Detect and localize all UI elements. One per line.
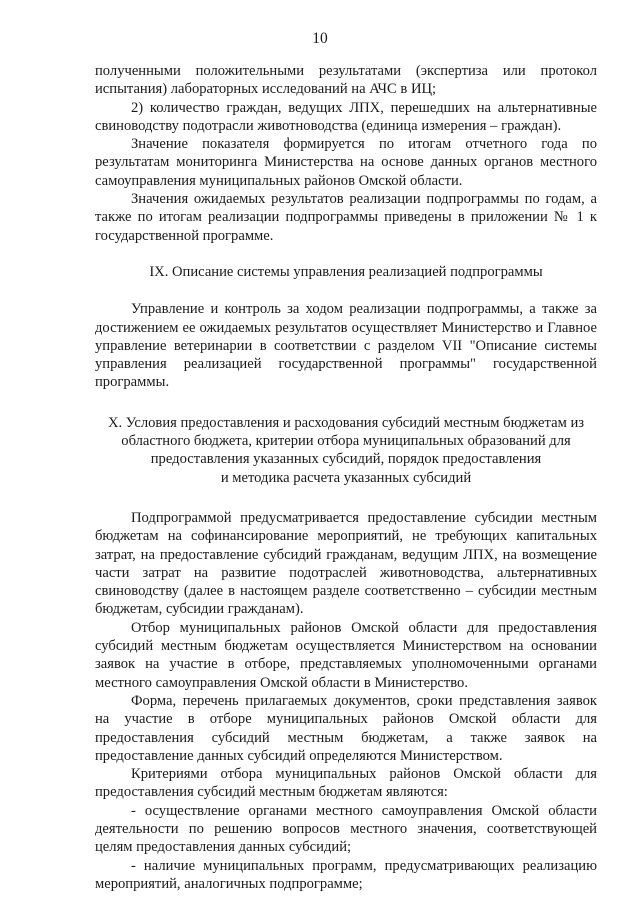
paragraph-continuation: полученными положительными результатами (экспертиза или протокол испытания) лабораторных исследований на АЧС в ИЦ; [95,63,597,98]
paragraph-indicator-value: Значение показателя формируется по итогам отчетного года по результатам мониторинга Министерства на основе данных органов местного самоуправления муниципальных районов Омской области. [95,136,597,189]
section-10-heading-line: областного бюджета, критерии отбора муниципальных образований для [121,433,571,450]
paragraph-expected-results: Значения ожидаемых результатов реализации подпрограммы по годам, а также по итогам реализации подпрограммы приведены в приложении № 1 к государственной программе. [95,191,597,244]
section-10-paragraph-forms: Форма, перечень прилагаемых документов, сроки представления заявок на участие в отборе муниципальных районов Омской области для предоставления субсидий местным бюджетам, а также заявок на предоставление данных субсидий определяются Министерством. [95,692,597,764]
section-10-heading-line: X. Условия предоставления и расходования субсидий местным бюджетам из [107,414,585,431]
section-10-heading-line: предоставления указанных субсидий, порядок предоставления [150,451,542,468]
page-number: 10 [312,30,328,47]
section-10-heading [95,414,597,487]
section-10-criterion-item: - осуществление органами местного самоуправления Омской области деятельности по решению вопросов местного значения, соответствующей целям предоставления данных субсидий; [95,802,597,856]
section-10-paragraph-subsidies: Подпрограммой предусматривается предоставление субсидии местным бюджетам на софинансирование мероприятий, не требующих капитальных затрат, на предоставление субсидий гражданам, ведущим ЛПХ, на возмещение части затрат на развитие подотраслей животноводства, альтернативных свиноводству (далее в настоящем разделе соответственно – субсидии местным бюджетам, субсидии гражданам). [95,509,597,618]
section-10-paragraph-criteria: Критериями отбора муниципальных районов Омской области для предоставления субсидий местным бюджетам являются: [95,766,597,801]
section-10-paragraph-selection: Отбор муниципальных районов Омской области для предоставления субсидий местным бюджетам осуществляется Министерством на основании заявок на участие в отборе, представляемых уполномоченными органами местного самоуправления Омской области в Министерство. [95,619,597,691]
section-9-heading: IX. Описание системы управления реализацией подпрограммы [149,263,543,280]
document-body [95,62,597,893]
section-10-criterion-item: - наличие муниципальных программ, предусматривающих реализацию мероприятий, аналогичных подпрограмме; [95,857,597,892]
paragraph-indicator-2: 2) количество граждан, ведущих ЛПХ, перешедших на альтернативные свиноводству подотрасли животноводства (единица измерения – граждан). [95,99,597,134]
section-9-paragraph: Управление и контроль за ходом реализации подпрограммы, а также за достижением ее ожидаемых результатов осуществляет Министерство и Главное управление ветеринарии в соответствии с разделом VII "Описание системы управления реализацией государственной программы" государственной программы. [95,301,597,391]
section-10-heading-line: и методика расчета указанных субсидий [220,469,472,486]
